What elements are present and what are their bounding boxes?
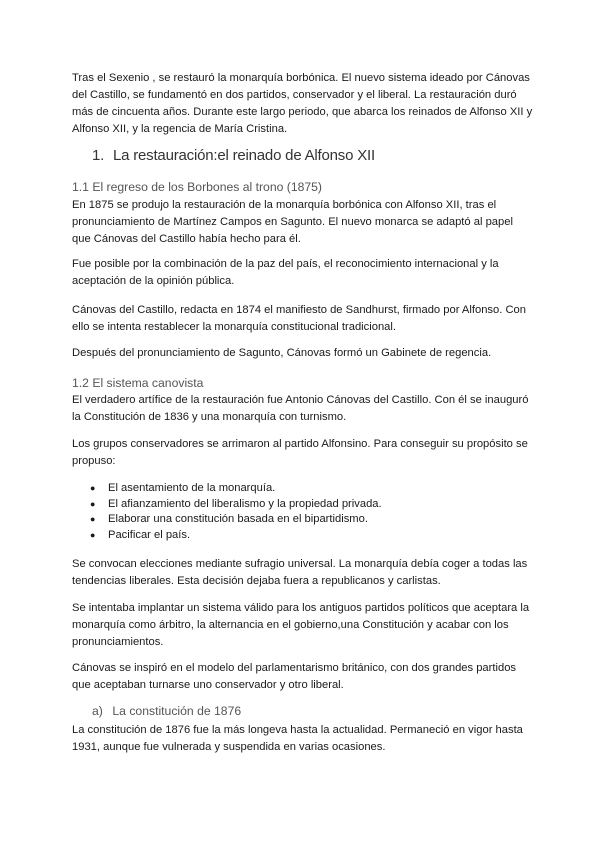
paragraph-1-1-d: Después del pronunciamiento de Sagunto, Cánovas formó un Gabinete de regencia. (72, 347, 492, 359)
subsection-1-2-heading: 1.2 El sistema canovista (72, 376, 204, 390)
list-item (90, 497, 530, 513)
subsection-a-title: La constitución de 1876 (112, 704, 242, 718)
list-item-text: El afianzamiento del liberalismo y la propiedad privada. (108, 497, 382, 510)
paragraph-a: La constitución de 1876 fue la más longeva hasta la actualidad. Permaneció en vigor hasta 1931, aunque fue vulnerada y suspendida en varias ocasiones. (72, 724, 523, 753)
paragraph-1-2-b: Los grupos conservadores se arrimaron al partido Alfonsino. Para conseguir su propósito se propuso: (72, 438, 528, 467)
subsection-a-heading (92, 703, 241, 720)
bullet-list (90, 481, 530, 543)
paragraph-1-2-c: Se convocan elecciones mediante sufragio universal. La monarquía debía coger a todas las tendencias liberales. Esta decisión dejaba fuera a republicanos y carlistas. (72, 558, 528, 587)
list-item (90, 512, 530, 528)
bullet-icon: ● (90, 514, 96, 524)
bullet-icon: ● (90, 529, 96, 540)
paragraph-1-2-a: El verdadero artífice de la restauración fue Antonio Cánovas del Castillo. Con él se inauguró la Constitución de 1836 y una monarquía con turnismo. (72, 394, 529, 423)
subsection-1-1-heading: 1.1 El regreso de los Borbones al trono (1875) (72, 180, 322, 194)
paragraph-1-1-b: Fue posible por la combinación de la paz del país, el reconocimiento internacional y la aceptación de la opinión pública. (72, 258, 499, 287)
bullet-icon: ● (90, 498, 96, 509)
bullet-icon: ● (90, 483, 96, 493)
paragraph-1-1-a: En 1875 se produjo la restauración de la monarquía borbónica con Alfonso XII, tras el pronunciamiento de Martínez Campos en Sagunto. El nuevo monarca se adaptó al papel que Cánovas del Castillo había hecho para él. (72, 199, 513, 245)
list-item-text: Pacificar el país. (108, 528, 191, 541)
list-item (90, 481, 530, 497)
section-1-title: La restauración:el reinado de Alfonso XII (112, 147, 375, 164)
paragraph-1-2-d: Se intentaba implantar un sistema válido para los antiguos partidos políticos que aceptara la monarquía como árbitro, la alternancia en el gobierno,una Constitución y acabar con los pronunciamientos. (72, 602, 530, 648)
section-1-heading (92, 146, 375, 166)
section-1-number: 1. (92, 147, 105, 164)
paragraph-1-1-c: Cánovas del Castillo, redacta en 1874 el manifiesto de Sandhurst, firmado por Alfonso. Con ello se intenta restablecer la monarquía constitucional tradicional. (72, 304, 526, 333)
intro-paragraph: Tras el Sexenio , se restauró la monarquía borbónica. El nuevo sistema ideado por Cánovas del Castillo, se fundamentó en dos partidos, conservador y el liberal. La restauración duró más de cincuenta años. Durante este largo periodo, que abarca los reinados de Alfonso XII y Alfonso XII, y la regencia de María Cristina. (72, 72, 533, 135)
list-item (90, 528, 530, 544)
list-item-text: Elaborar una constitución basada en el bipartidismo. (108, 513, 368, 525)
list-item-text: El asentamiento de la monarquía. (108, 482, 276, 494)
subsection-a-number: a) (92, 704, 103, 718)
paragraph-1-2-e: Cánovas se inspiró en el modelo del parlamentarismo británico, con dos grandes partidos que aceptaban turnarse uno conservador y otro liberal. (72, 662, 517, 691)
